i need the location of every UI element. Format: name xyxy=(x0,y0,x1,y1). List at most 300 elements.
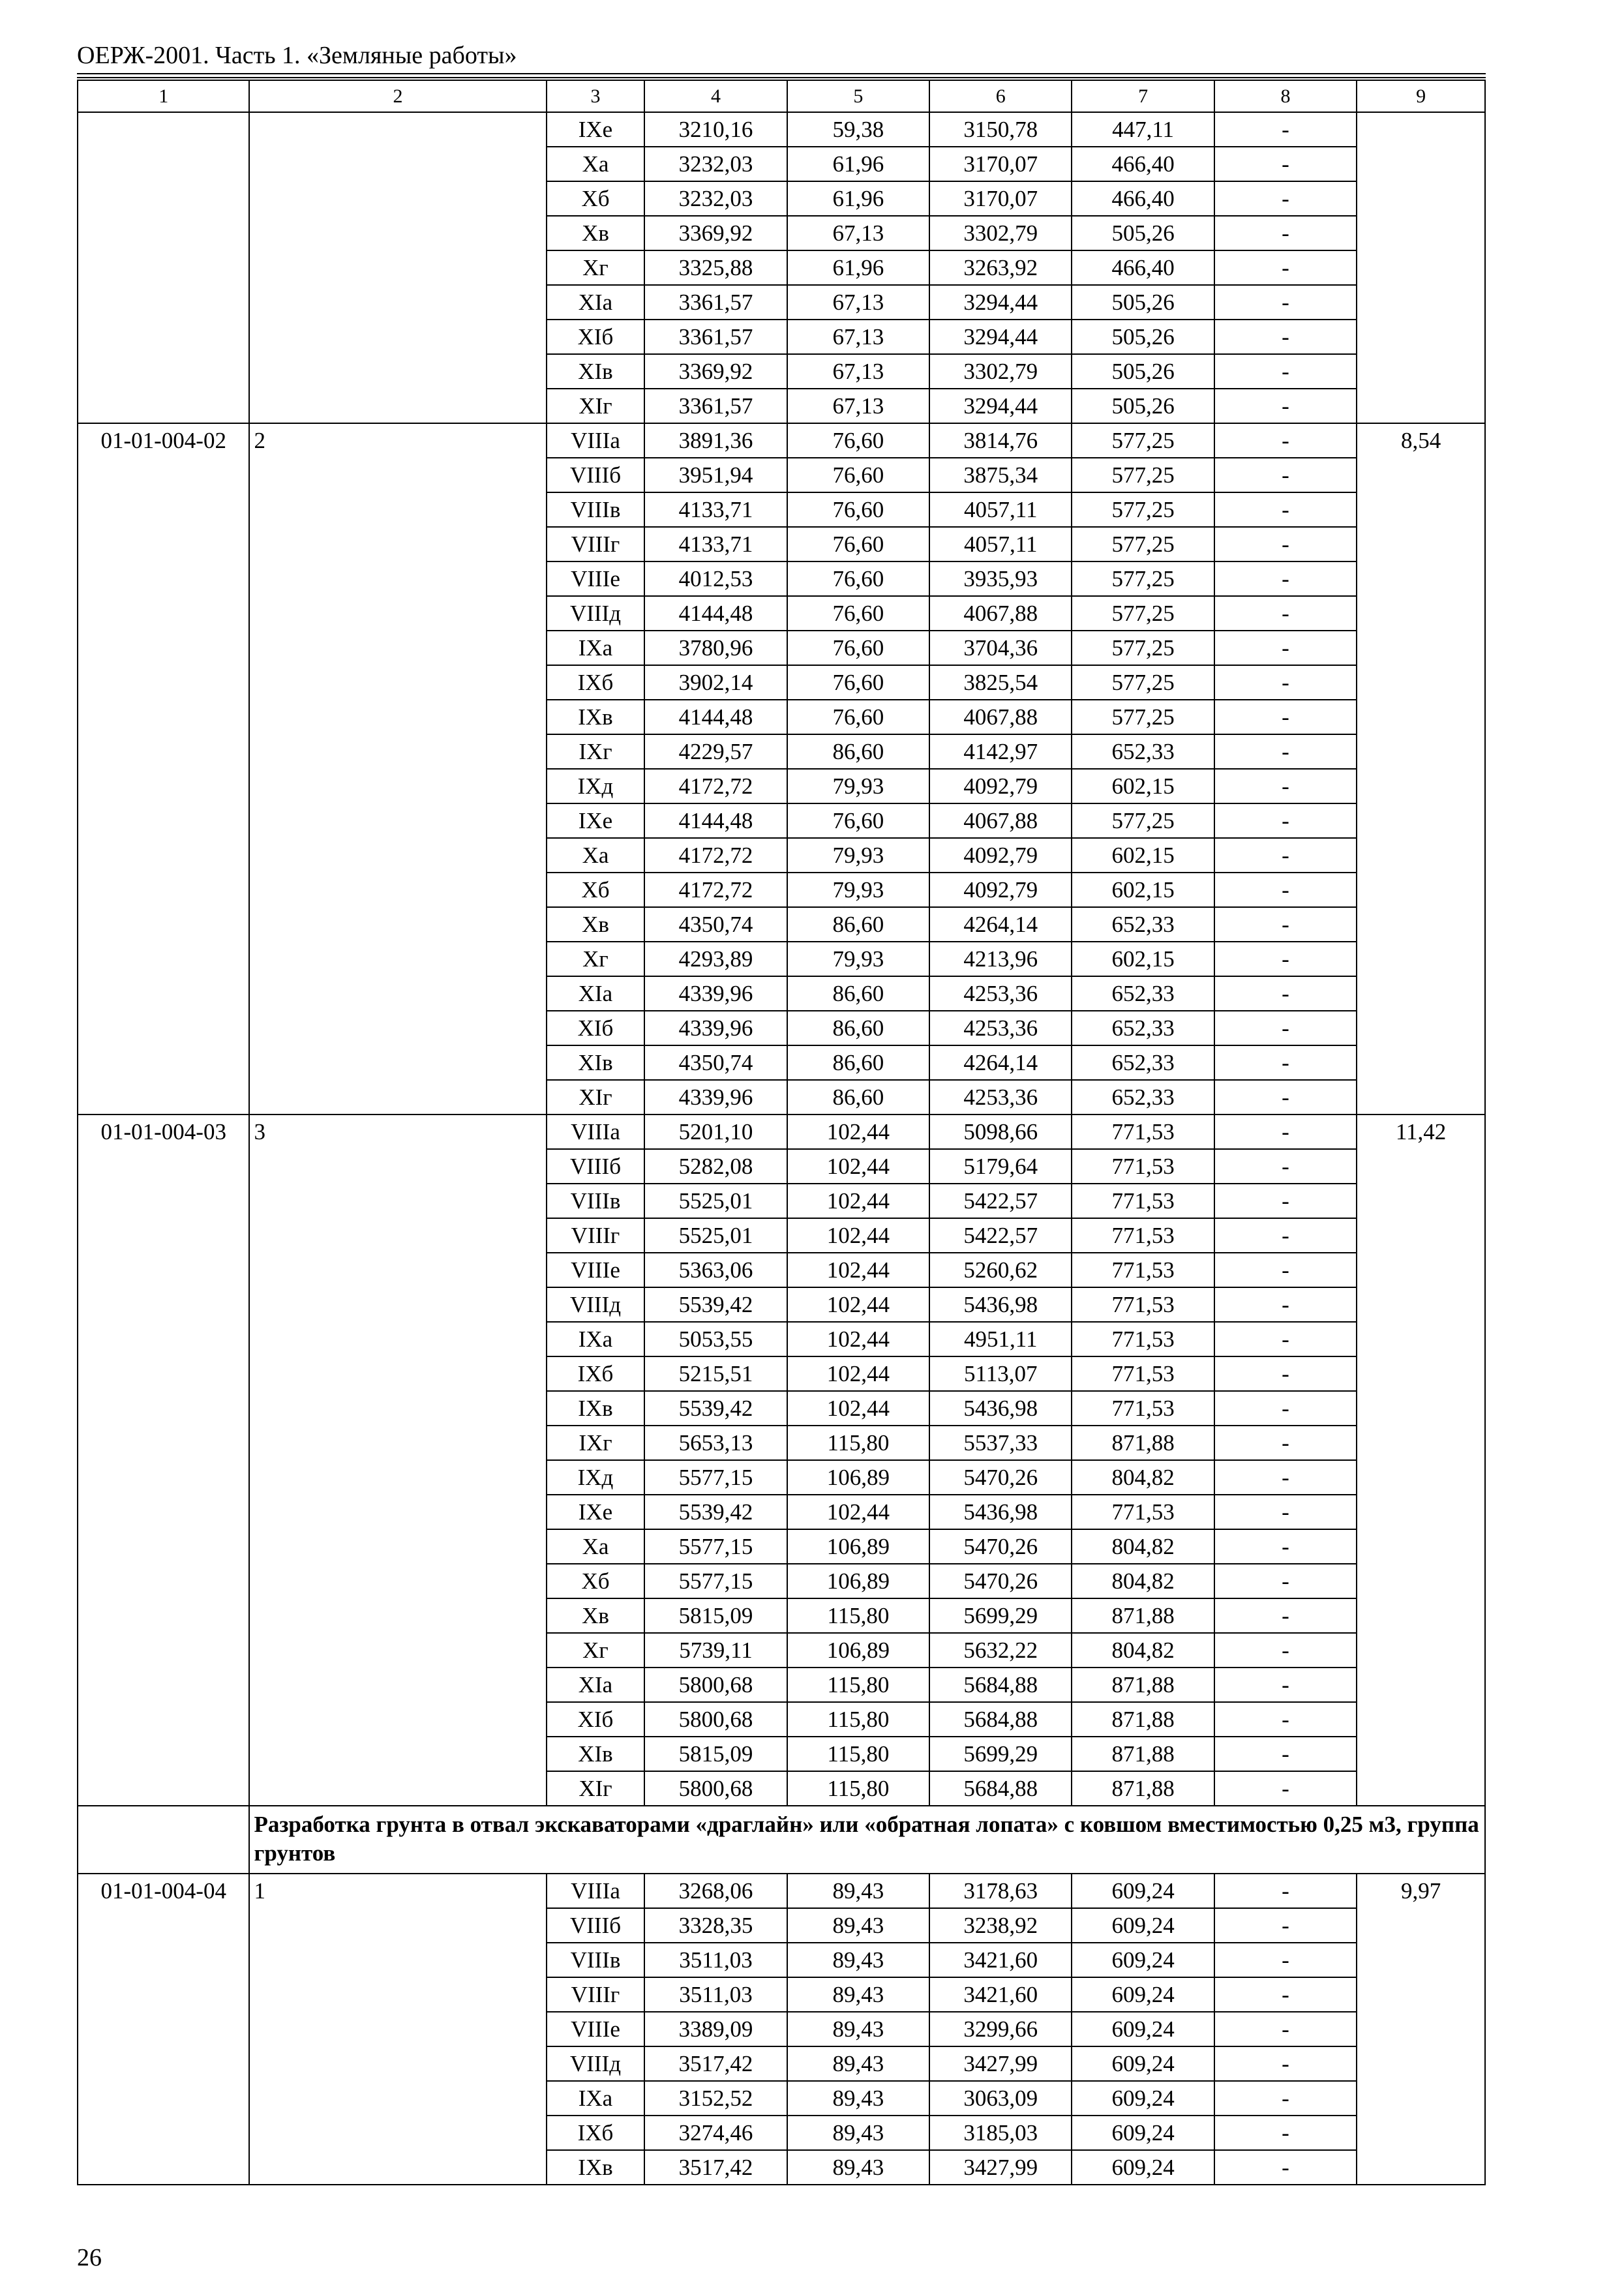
machine-cost: 5113,07 xyxy=(929,1356,1072,1391)
zone-code: Xа xyxy=(547,1529,645,1564)
zone-code: VIIIг xyxy=(547,1977,645,2012)
zone-code: Xв xyxy=(547,216,645,250)
materials-cost: - xyxy=(1214,112,1357,147)
machinist-wages: 602,15 xyxy=(1072,942,1214,976)
materials-cost: - xyxy=(1214,527,1357,561)
wages-cost: 89,43 xyxy=(787,2046,929,2081)
wages-cost: 86,60 xyxy=(787,734,929,769)
machine-cost: 3935,93 xyxy=(929,561,1072,596)
machinist-wages: 602,15 xyxy=(1072,769,1214,803)
labor-cost: 11,42 xyxy=(1357,1115,1485,1806)
total-cost: 3511,03 xyxy=(644,1977,787,2012)
total-cost: 5539,42 xyxy=(644,1495,787,1529)
zone-code: IXб xyxy=(547,665,645,700)
machinist-wages: 609,24 xyxy=(1072,2046,1214,2081)
wages-cost: 86,60 xyxy=(787,907,929,942)
zone-code: VIIIе xyxy=(547,1253,645,1287)
machine-cost: 3427,99 xyxy=(929,2046,1072,2081)
machinist-wages: 577,25 xyxy=(1072,665,1214,700)
wages-cost: 102,44 xyxy=(787,1322,929,1356)
total-cost: 3232,03 xyxy=(644,147,787,181)
materials-cost: - xyxy=(1214,320,1357,354)
machine-cost: 5684,88 xyxy=(929,1771,1072,1806)
rates-table xyxy=(77,80,1486,2185)
soil-group: 1 xyxy=(249,1874,546,2185)
zone-code: VIIIв xyxy=(547,492,645,527)
machinist-wages: 652,33 xyxy=(1072,976,1214,1011)
materials-cost: - xyxy=(1214,596,1357,631)
wages-cost: 67,13 xyxy=(787,285,929,320)
column-number: 7 xyxy=(1072,80,1214,112)
zone-code: Xг xyxy=(547,1633,645,1668)
total-cost: 4350,74 xyxy=(644,1045,787,1080)
table-row xyxy=(78,112,1485,147)
materials-cost: - xyxy=(1214,1460,1357,1495)
machine-cost: 4253,36 xyxy=(929,976,1072,1011)
materials-cost: - xyxy=(1214,734,1357,769)
machinist-wages: 771,53 xyxy=(1072,1149,1214,1184)
zone-code: XIа xyxy=(547,1668,645,1702)
zone-code: VIIIв xyxy=(547,1184,645,1218)
materials-cost: - xyxy=(1214,1598,1357,1633)
materials-cost: - xyxy=(1214,250,1357,285)
machine-cost: 3421,60 xyxy=(929,1977,1072,2012)
machine-cost: 4253,36 xyxy=(929,1011,1072,1045)
wages-cost: 76,60 xyxy=(787,527,929,561)
wages-cost: 76,60 xyxy=(787,492,929,527)
total-cost: 3274,46 xyxy=(644,2116,787,2150)
machine-cost: 5436,98 xyxy=(929,1495,1072,1529)
labor-cost xyxy=(1357,112,1485,423)
total-cost: 5363,06 xyxy=(644,1253,787,1287)
total-cost: 3328,35 xyxy=(644,1908,787,1943)
zone-code: XIа xyxy=(547,285,645,320)
wages-cost: 79,93 xyxy=(787,873,929,907)
machinist-wages: 602,15 xyxy=(1072,873,1214,907)
materials-cost: - xyxy=(1214,1322,1357,1356)
wages-cost: 86,60 xyxy=(787,1045,929,1080)
zone-code: VIIIа xyxy=(547,423,645,458)
materials-cost: - xyxy=(1214,1287,1357,1322)
labor-cost: 9,97 xyxy=(1357,1874,1485,2185)
materials-cost: - xyxy=(1214,2046,1357,2081)
machine-cost: 4142,97 xyxy=(929,734,1072,769)
wages-cost: 102,44 xyxy=(787,1184,929,1218)
machinist-wages: 609,24 xyxy=(1072,2012,1214,2046)
zone-code: IXг xyxy=(547,734,645,769)
machinist-wages: 609,24 xyxy=(1072,1908,1214,1943)
machinist-wages: 804,82 xyxy=(1072,1460,1214,1495)
zone-code: VIIIб xyxy=(547,458,645,492)
zone-code: XIв xyxy=(547,1737,645,1771)
materials-cost: - xyxy=(1214,1633,1357,1668)
total-cost: 4133,71 xyxy=(644,492,787,527)
total-cost: 4172,72 xyxy=(644,838,787,873)
machine-cost: 4213,96 xyxy=(929,942,1072,976)
machine-cost: 5632,22 xyxy=(929,1633,1072,1668)
total-cost: 5215,51 xyxy=(644,1356,787,1391)
machinist-wages: 577,25 xyxy=(1072,561,1214,596)
wages-cost: 76,60 xyxy=(787,700,929,734)
machine-cost: 3299,66 xyxy=(929,2012,1072,2046)
machinist-wages: 577,25 xyxy=(1072,423,1214,458)
machine-cost: 4264,14 xyxy=(929,907,1072,942)
total-cost: 4339,96 xyxy=(644,1011,787,1045)
machinist-wages: 804,82 xyxy=(1072,1529,1214,1564)
zone-code: XIв xyxy=(547,1045,645,1080)
total-cost: 4293,89 xyxy=(644,942,787,976)
machinist-wages: 577,25 xyxy=(1072,596,1214,631)
machinist-wages: 466,40 xyxy=(1072,181,1214,216)
machinist-wages: 871,88 xyxy=(1072,1702,1214,1737)
zone-code: IXд xyxy=(547,769,645,803)
materials-cost: - xyxy=(1214,1426,1357,1460)
machine-cost: 4057,11 xyxy=(929,492,1072,527)
total-cost: 3361,57 xyxy=(644,389,787,423)
machine-cost: 3178,63 xyxy=(929,1874,1072,1908)
zone-code: XIг xyxy=(547,389,645,423)
total-cost: 3369,92 xyxy=(644,354,787,389)
wages-cost: 102,44 xyxy=(787,1115,929,1149)
wages-cost: 86,60 xyxy=(787,1080,929,1115)
wages-cost: 115,80 xyxy=(787,1702,929,1737)
machinist-wages: 609,24 xyxy=(1072,1943,1214,1977)
wages-cost: 102,44 xyxy=(787,1287,929,1322)
machine-cost: 3825,54 xyxy=(929,665,1072,700)
machinist-wages: 577,25 xyxy=(1072,700,1214,734)
rate-code xyxy=(78,112,249,423)
zone-code: VIIIа xyxy=(547,1115,645,1149)
wages-cost: 102,44 xyxy=(787,1391,929,1426)
machine-cost: 5422,57 xyxy=(929,1184,1072,1218)
machine-cost: 3170,07 xyxy=(929,147,1072,181)
materials-cost: - xyxy=(1214,1149,1357,1184)
wages-cost: 67,13 xyxy=(787,354,929,389)
machine-cost: 5699,29 xyxy=(929,1737,1072,1771)
total-cost: 3780,96 xyxy=(644,631,787,665)
wages-cost: 76,60 xyxy=(787,803,929,838)
zone-code: VIIIб xyxy=(547,1149,645,1184)
materials-cost: - xyxy=(1214,1391,1357,1426)
machinist-wages: 609,24 xyxy=(1072,2081,1214,2116)
total-cost: 4350,74 xyxy=(644,907,787,942)
wages-cost: 76,60 xyxy=(787,423,929,458)
machinist-wages: 505,26 xyxy=(1072,354,1214,389)
zone-code: IXе xyxy=(547,803,645,838)
zone-code: IXа xyxy=(547,1322,645,1356)
wages-cost: 106,89 xyxy=(787,1633,929,1668)
wages-cost: 102,44 xyxy=(787,1218,929,1253)
wages-cost: 89,43 xyxy=(787,1908,929,1943)
zone-code: VIIIг xyxy=(547,1218,645,1253)
machine-cost: 5098,66 xyxy=(929,1115,1072,1149)
zone-code: IXа xyxy=(547,631,645,665)
materials-cost: - xyxy=(1214,1184,1357,1218)
labor-cost: 8,54 xyxy=(1357,423,1485,1115)
column-number: 8 xyxy=(1214,80,1357,112)
total-cost: 4012,53 xyxy=(644,561,787,596)
soil-group xyxy=(249,112,546,423)
total-cost: 5800,68 xyxy=(644,1702,787,1737)
machine-cost: 3421,60 xyxy=(929,1943,1072,1977)
zone-code: Xв xyxy=(547,1598,645,1633)
zone-code: Xб xyxy=(547,873,645,907)
materials-cost: - xyxy=(1214,803,1357,838)
machinist-wages: 577,25 xyxy=(1072,803,1214,838)
column-number: 2 xyxy=(249,80,546,112)
wages-cost: 115,80 xyxy=(787,1598,929,1633)
machinist-wages: 771,53 xyxy=(1072,1184,1214,1218)
total-cost: 3361,57 xyxy=(644,285,787,320)
materials-cost: - xyxy=(1214,1011,1357,1045)
wages-cost: 76,60 xyxy=(787,631,929,665)
machinist-wages: 577,25 xyxy=(1072,492,1214,527)
zone-code: Xб xyxy=(547,181,645,216)
total-cost: 3210,16 xyxy=(644,112,787,147)
total-cost: 4229,57 xyxy=(644,734,787,769)
zone-code: VIIIв xyxy=(547,1943,645,1977)
materials-cost: - xyxy=(1214,2150,1357,2185)
machine-cost: 3427,99 xyxy=(929,2150,1072,2185)
materials-cost: - xyxy=(1214,492,1357,527)
zone-code: IXв xyxy=(547,700,645,734)
zone-code: IXг xyxy=(547,1426,645,1460)
wages-cost: 67,13 xyxy=(787,216,929,250)
machinist-wages: 871,88 xyxy=(1072,1737,1214,1771)
machinist-wages: 577,25 xyxy=(1072,527,1214,561)
materials-cost: - xyxy=(1214,1356,1357,1391)
machine-cost: 4264,14 xyxy=(929,1045,1072,1080)
machinist-wages: 466,40 xyxy=(1072,147,1214,181)
total-cost: 3232,03 xyxy=(644,181,787,216)
rate-code: 01-01-004-04 xyxy=(78,1874,249,2185)
wages-cost: 89,43 xyxy=(787,1977,929,2012)
materials-cost: - xyxy=(1214,285,1357,320)
materials-cost: - xyxy=(1214,769,1357,803)
wages-cost: 115,80 xyxy=(787,1668,929,1702)
machine-cost: 4067,88 xyxy=(929,700,1072,734)
zone-code: IXе xyxy=(547,112,645,147)
total-cost: 4133,71 xyxy=(644,527,787,561)
machinist-wages: 804,82 xyxy=(1072,1633,1214,1668)
rate-code: 01-01-004-03 xyxy=(78,1115,249,1806)
zone-code: XIг xyxy=(547,1771,645,1806)
zone-code: IXд xyxy=(547,1460,645,1495)
wages-cost: 61,96 xyxy=(787,181,929,216)
total-cost: 4339,96 xyxy=(644,976,787,1011)
total-cost: 5053,55 xyxy=(644,1322,787,1356)
zone-code: Xа xyxy=(547,838,645,873)
materials-cost: - xyxy=(1214,700,1357,734)
wages-cost: 59,38 xyxy=(787,112,929,147)
materials-cost: - xyxy=(1214,181,1357,216)
total-cost: 3951,94 xyxy=(644,458,787,492)
materials-cost: - xyxy=(1214,976,1357,1011)
total-cost: 4172,72 xyxy=(644,769,787,803)
zone-code: Xг xyxy=(547,942,645,976)
materials-cost: - xyxy=(1214,1874,1357,1908)
materials-cost: - xyxy=(1214,1564,1357,1598)
wages-cost: 79,93 xyxy=(787,942,929,976)
machine-cost: 4057,11 xyxy=(929,527,1072,561)
page-header: ОЕРЖ-2001. Часть 1. «Земляные работы» xyxy=(77,42,517,69)
machine-cost: 5684,88 xyxy=(929,1702,1072,1737)
zone-code: IXв xyxy=(547,2150,645,2185)
machinist-wages: 771,53 xyxy=(1072,1322,1214,1356)
materials-cost: - xyxy=(1214,147,1357,181)
column-number: 5 xyxy=(787,80,929,112)
machine-cost: 3814,76 xyxy=(929,423,1072,458)
machinist-wages: 771,53 xyxy=(1072,1218,1214,1253)
zone-code: XIв xyxy=(547,354,645,389)
column-number: 1 xyxy=(78,80,249,112)
materials-cost: - xyxy=(1214,1253,1357,1287)
machinist-wages: 609,24 xyxy=(1072,2116,1214,2150)
materials-cost: - xyxy=(1214,665,1357,700)
materials-cost: - xyxy=(1214,1045,1357,1080)
materials-cost: - xyxy=(1214,2012,1357,2046)
wages-cost: 115,80 xyxy=(787,1426,929,1460)
total-cost: 3152,52 xyxy=(644,2081,787,2116)
rate-code: 01-01-004-02 xyxy=(78,423,249,1115)
section-empty-cell xyxy=(78,1806,249,1874)
table-row xyxy=(78,1115,1485,1149)
column-number: 4 xyxy=(644,80,787,112)
machinist-wages: 505,26 xyxy=(1072,285,1214,320)
materials-cost: - xyxy=(1214,1080,1357,1115)
zone-code: VIIIд xyxy=(547,2046,645,2081)
zone-code: IXе xyxy=(547,1495,645,1529)
machinist-wages: 871,88 xyxy=(1072,1598,1214,1633)
machinist-wages: 466,40 xyxy=(1072,250,1214,285)
machine-cost: 3294,44 xyxy=(929,389,1072,423)
column-number: 3 xyxy=(547,80,645,112)
wages-cost: 89,43 xyxy=(787,2116,929,2150)
materials-cost: - xyxy=(1214,942,1357,976)
wages-cost: 89,43 xyxy=(787,1943,929,1977)
machine-cost: 3302,79 xyxy=(929,216,1072,250)
machinist-wages: 871,88 xyxy=(1072,1426,1214,1460)
machinist-wages: 771,53 xyxy=(1072,1391,1214,1426)
materials-cost: - xyxy=(1214,458,1357,492)
machine-cost: 3063,09 xyxy=(929,2081,1072,2116)
total-cost: 5800,68 xyxy=(644,1771,787,1806)
materials-cost: - xyxy=(1214,423,1357,458)
total-cost: 3389,09 xyxy=(644,2012,787,2046)
machine-cost: 3294,44 xyxy=(929,285,1072,320)
machine-cost: 3238,92 xyxy=(929,1908,1072,1943)
machinist-wages: 577,25 xyxy=(1072,631,1214,665)
machinist-wages: 771,53 xyxy=(1072,1287,1214,1322)
machinist-wages: 505,26 xyxy=(1072,320,1214,354)
header-rule-second xyxy=(77,77,1486,78)
machinist-wages: 652,33 xyxy=(1072,907,1214,942)
machinist-wages: 602,15 xyxy=(1072,838,1214,873)
machine-cost: 5699,29 xyxy=(929,1598,1072,1633)
materials-cost: - xyxy=(1214,1943,1357,1977)
total-cost: 3268,06 xyxy=(644,1874,787,1908)
materials-cost: - xyxy=(1214,1908,1357,1943)
total-cost: 5525,01 xyxy=(644,1218,787,1253)
zone-code: Xа xyxy=(547,147,645,181)
materials-cost: - xyxy=(1214,216,1357,250)
total-cost: 3369,92 xyxy=(644,216,787,250)
wages-cost: 76,60 xyxy=(787,561,929,596)
wages-cost: 86,60 xyxy=(787,1011,929,1045)
materials-cost: - xyxy=(1214,907,1357,942)
wages-cost: 79,93 xyxy=(787,769,929,803)
wages-cost: 89,43 xyxy=(787,2081,929,2116)
materials-cost: - xyxy=(1214,1771,1357,1806)
wages-cost: 67,13 xyxy=(787,389,929,423)
total-cost: 5577,15 xyxy=(644,1460,787,1495)
materials-cost: - xyxy=(1214,873,1357,907)
total-cost: 5539,42 xyxy=(644,1287,787,1322)
zone-code: VIIIг xyxy=(547,527,645,561)
wages-cost: 76,60 xyxy=(787,596,929,631)
zone-code: XIб xyxy=(547,320,645,354)
total-cost: 3517,42 xyxy=(644,2150,787,2185)
column-number: 6 xyxy=(929,80,1072,112)
machine-cost: 4092,79 xyxy=(929,769,1072,803)
column-number-row xyxy=(78,80,1485,112)
zone-code: XIб xyxy=(547,1011,645,1045)
machine-cost: 5260,62 xyxy=(929,1253,1072,1287)
zone-code: VIIIа xyxy=(547,1874,645,1908)
table-row xyxy=(78,423,1485,458)
total-cost: 5653,13 xyxy=(644,1426,787,1460)
zone-code: VIIIд xyxy=(547,1287,645,1322)
section-title: Разработка грунта в отвал экскаваторами «драглайн» или «обратная лопата» с ковшом вместимостью 0,25 м3, группа грунтов xyxy=(249,1806,1485,1874)
machine-cost: 4092,79 xyxy=(929,838,1072,873)
total-cost: 3517,42 xyxy=(644,2046,787,2081)
zone-code: IXв xyxy=(547,1391,645,1426)
machinist-wages: 652,33 xyxy=(1072,1080,1214,1115)
machine-cost: 4067,88 xyxy=(929,803,1072,838)
soil-group: 2 xyxy=(249,423,546,1115)
materials-cost: - xyxy=(1214,631,1357,665)
wages-cost: 106,89 xyxy=(787,1460,929,1495)
machine-cost: 4067,88 xyxy=(929,596,1072,631)
machine-cost: 3704,36 xyxy=(929,631,1072,665)
zone-code: IXб xyxy=(547,2116,645,2150)
wages-cost: 102,44 xyxy=(787,1253,929,1287)
machine-cost: 4253,36 xyxy=(929,1080,1072,1115)
machinist-wages: 804,82 xyxy=(1072,1564,1214,1598)
materials-cost: - xyxy=(1214,1977,1357,2012)
machine-cost: 3185,03 xyxy=(929,2116,1072,2150)
materials-cost: - xyxy=(1214,2116,1357,2150)
total-cost: 3891,36 xyxy=(644,423,787,458)
materials-cost: - xyxy=(1214,1737,1357,1771)
machinist-wages: 771,53 xyxy=(1072,1495,1214,1529)
materials-cost: - xyxy=(1214,389,1357,423)
wages-cost: 89,43 xyxy=(787,2012,929,2046)
wages-cost: 61,96 xyxy=(787,147,929,181)
materials-cost: - xyxy=(1214,2081,1357,2116)
machinist-wages: 609,24 xyxy=(1072,1874,1214,1908)
total-cost: 5539,42 xyxy=(644,1391,787,1426)
section-header-row xyxy=(78,1806,1485,1874)
machine-cost: 5684,88 xyxy=(929,1668,1072,1702)
wages-cost: 67,13 xyxy=(787,320,929,354)
machinist-wages: 505,26 xyxy=(1072,389,1214,423)
wages-cost: 61,96 xyxy=(787,250,929,285)
wages-cost: 76,60 xyxy=(787,458,929,492)
zone-code: XIг xyxy=(547,1080,645,1115)
machine-cost: 4951,11 xyxy=(929,1322,1072,1356)
header-rule xyxy=(77,73,1486,74)
